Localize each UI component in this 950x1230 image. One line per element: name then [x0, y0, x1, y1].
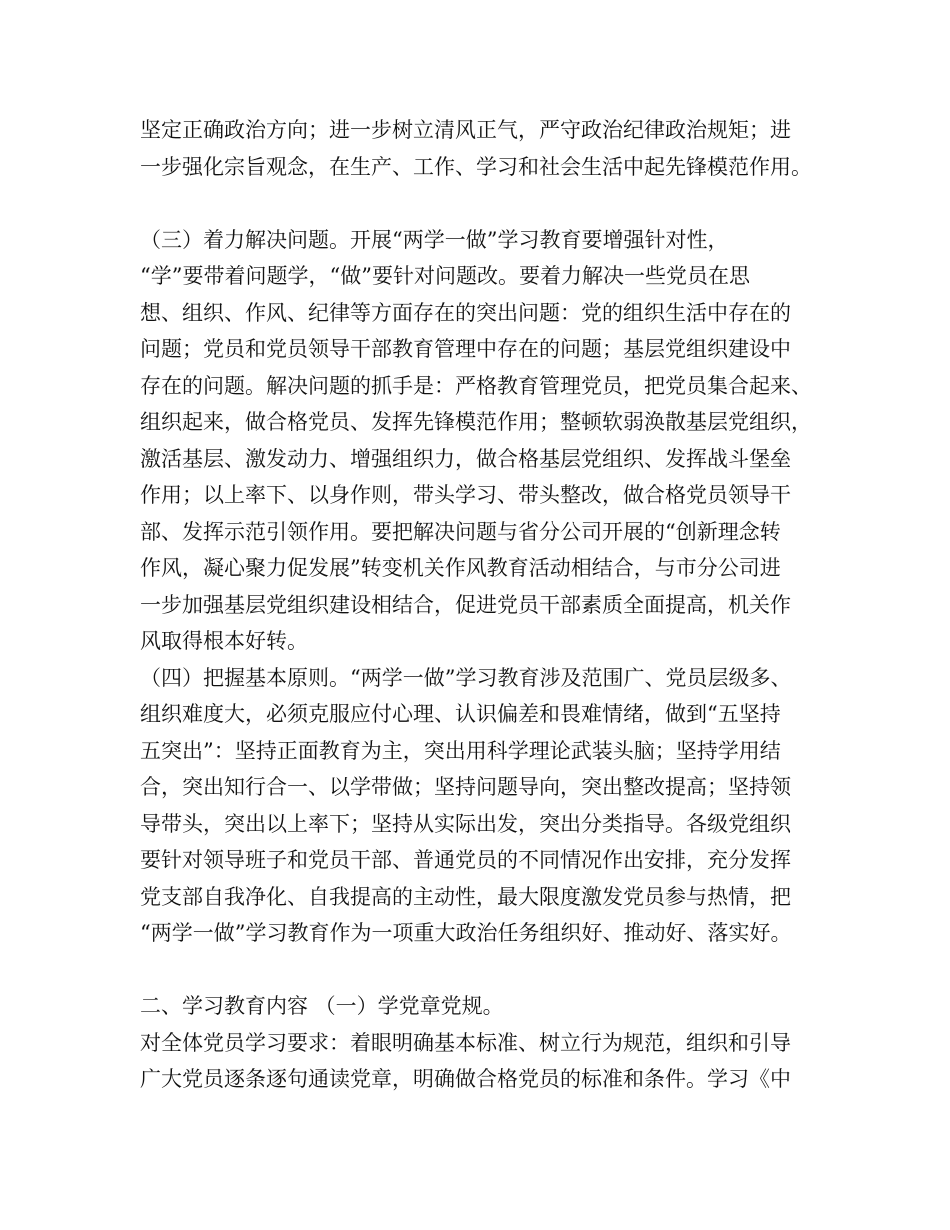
text-line: 要针对领导班子和党员干部、普通党员的不同情况作出安排，充分发挥 [140, 848, 791, 872]
text-line: 问题；党员和党员领导干部教育管理中存在的问题；基层党组织建设中 [140, 337, 791, 361]
text-line: 广大党员逐条逐句通读党章，明确做合格党员的标准和条件。学习《中 [140, 1067, 791, 1091]
section-heading: 二、学习教育内容 （一）学党章党规。 [140, 994, 504, 1018]
text-line: 作风，凝心聚力促发展”转变机关作风教育活动相结合，与市分公司进 [140, 556, 781, 580]
paragraph-4 [140, 988, 840, 1098]
text-line: 想、组织、作风、纪律等方面存在的突出问题：党的组织生活中存在的 [140, 300, 791, 325]
text-line: 存在的问题。解决问题的抓手是：严格教育管理党员，把党员集合起来、 [140, 373, 812, 398]
text-line: 组织起来，做合格党员、发挥先锋模范作用；整顿软弱涣散基层党组织， [140, 410, 812, 434]
text-line: （四）把握基本原则。“两学一做”学习教育涉及范围广、党员层级多、 [140, 665, 792, 690]
text-line: 党支部自我净化、自我提高的主动性，最大限度激发党员参与热情，把 [140, 884, 791, 909]
paragraph-spacer [140, 185, 840, 222]
text-line: 坚定正确政治方向；进一步树立清风正气，严守政治纪律政治规矩；进 [140, 118, 791, 142]
text-line: 作用；以上率下、以身作则，带头学习、带头整改，做合格党员领导干 [140, 483, 791, 507]
paragraph-1 [140, 112, 840, 185]
paragraph-3 [140, 660, 840, 952]
text-line: 合，突出知行合一、以学带做；坚持问题导向，突出整改提高；坚持领 [140, 775, 791, 799]
paragraph-2 [140, 222, 840, 660]
text-line: 一步加强基层党组织建设相结合，促进党员干部素质全面提高，机关作 [140, 592, 791, 617]
text-line: 一步强化宗旨观念，在生产、工作、学习和社会生活中起先锋模范作用。 [140, 154, 812, 179]
text-line: “学”要带着问题学，“做”要针对问题改。要着力解决一些党员在思 [140, 264, 750, 288]
paragraph-spacer [140, 952, 840, 989]
text-line: 五突出”：坚持正面教育为主，突出用科学理论武装头脑；坚持学用结 [140, 738, 781, 763]
document-body [140, 112, 840, 1098]
text-line: “两学一做”学习教育作为一项重大政治任务组织好、推动好、落实好。 [140, 921, 792, 945]
text-line: 部、发挥示范引领作用。要把解决问题与省分公司开展的“创新理念转 [140, 519, 781, 544]
text-line: 导带头，突出以上率下；坚持从实际出发，突出分类指导。各级党组织 [140, 811, 791, 836]
text-line: 风取得根本好转。 [140, 629, 308, 653]
text-line: 激活基层、激发动力、增强组织力，做合格基层党组织、发挥战斗堡垒 [140, 446, 791, 471]
text-line: 对全体党员学习要求：着眼明确基本标准、树立行为规范，组织和引导 [140, 1030, 791, 1055]
text-line: （三）着力解决问题。开展“两学一做”学习教育要增强针对性， [140, 227, 729, 252]
text-line: 组织难度大，必须克服应付心理、认识偏差和畏难情绪，做到“五坚持 [140, 702, 781, 726]
